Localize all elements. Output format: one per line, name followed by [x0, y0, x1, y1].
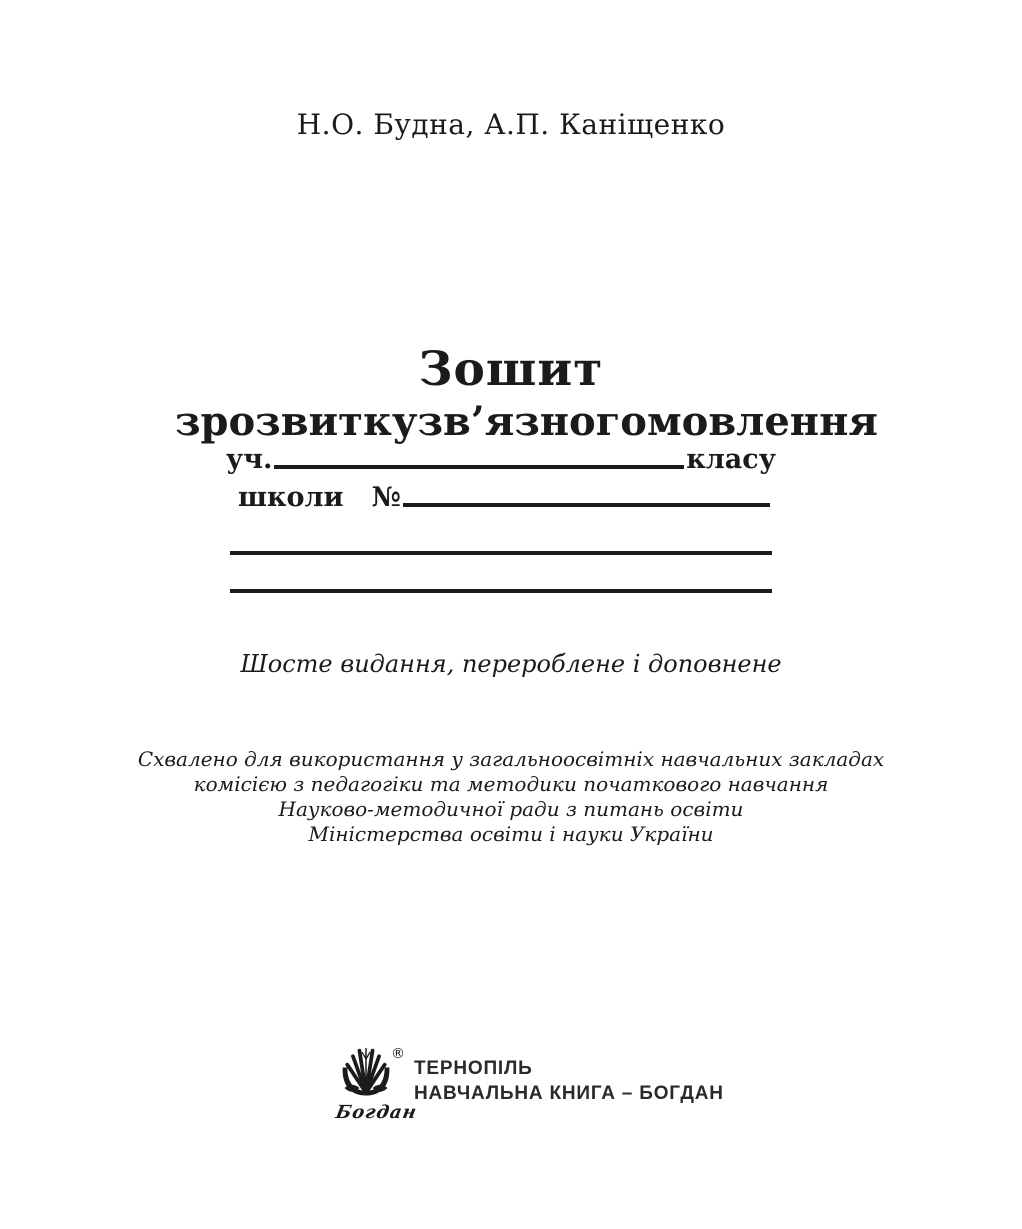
approval-line: комісією з педагогіки та методики початкового навчання — [193, 772, 829, 796]
approval-block — [0, 747, 1022, 847]
school-number-label: № — [371, 482, 401, 513]
student-name-blank — [274, 464, 684, 469]
approval-line: Науково-методичної ради з питань освіти — [278, 797, 744, 821]
publisher-logo — [334, 1046, 419, 1123]
open-book-icon — [338, 1046, 394, 1102]
approval-line: Міністерства освіти і науки України — [308, 822, 714, 846]
edition-note: Шосте видання, перероблене і доповнене — [240, 650, 782, 678]
class-label: класу — [686, 444, 776, 475]
book-title-line2 — [175, 398, 878, 445]
school-row — [238, 482, 772, 513]
book-title-line1: Зошит — [418, 342, 604, 397]
title-word: зв’язного — [417, 398, 647, 445]
title-word: мовлення — [646, 398, 878, 445]
school-number-blank — [403, 502, 770, 507]
logo-script-text: Богдан — [334, 1102, 419, 1123]
school-label: школи — [238, 482, 344, 513]
publisher-text-block — [414, 1056, 724, 1106]
authors-line: Н.О. Будна, А.П. Каніщенко — [296, 108, 726, 141]
registered-trademark-icon: ® — [391, 1046, 405, 1062]
approval-line: Схвалено для використання у загальноосвітніх навчальних закладах — [137, 747, 885, 771]
publisher-city: ТЕРНОПІЛЬ — [414, 1058, 533, 1079]
publisher-name: НАВЧАЛЬНА КНИГА – БОГДАН — [414, 1083, 724, 1104]
student-label: уч. — [226, 444, 273, 475]
blank-write-line — [230, 589, 772, 593]
student-name-row — [226, 444, 776, 475]
blank-write-line — [230, 551, 772, 555]
title-word: з — [175, 398, 201, 445]
title-word: розвитку — [200, 398, 418, 445]
